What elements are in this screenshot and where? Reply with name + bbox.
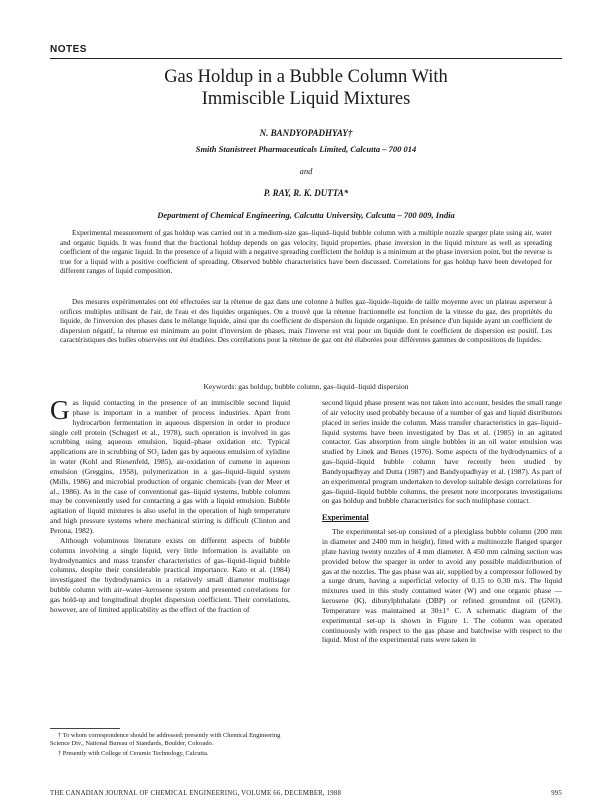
first-author: N. BANDYOPADHYAY† (259, 128, 353, 138)
right-paragraph-1: second liquid phase present was not taken into account, besides the small range of air velocity used probably because of a number of gas and liquid distributors placed in series inside the column. Mass transfer characteristics in gas–liquid–liquid systems have been investigated by Das et al. (1985) in an agitated contactor. Gas absorption from single bubbles in an oil water emulsion was studied by Linek and Benes (1976). Some aspects of the hydrodynamics of a gas–liquid–liquid bubble column have recently been studied by Bandyopadhyay and Dutta (1987) and Bandyopadhyay et al. (1987). As part of an experimental program undertaken to develop suitable design correlations for gas–liquid–liquid bubble columns, the present note incorporates investigations on gas holdup and bubble characteristics for such multiphase contact. (322, 398, 562, 506)
journal-citation: THE CANADIAN JOURNAL OF CHEMICAL ENGINEERING, VOLUME 66, DECEMBER, 1988 (50, 790, 342, 797)
abstract-french-text: Des mesures expérimentales ont été effectuées sur la rétenue de gaz dans une colonne à bulles gaz–liquide–liquide de taille moyenne avec un plateau asperseur à orifices multiples utilisant de l'air, de l'eau et des liquides organiques. On a trouvé que la rétenue fractionnelle est fonction de la vitesse du gaz, des propriétés du liquide, de l'inversion des phases dans le mélange liquide, ainsi que du coefficient de dispersion du liquide organique. En présence d'un liquide ayant un coefficient de dispersion négatif, la rétenue est minimum au point d'inversion de phases, mais l'inverse est vrai pour un liquide dont le coefficient de dispersion est positif. Les caractéristiques des bulles observées ont été étudiées. Des corrélations pour la rétenue de gaz ont été élaborées pour différentes gammes de compositions de liquides. (60, 297, 552, 345)
abstract-french (60, 297, 552, 345)
footnotes (50, 732, 290, 761)
abstract-english (60, 228, 552, 276)
left-paragraph-2: Although voluminous literature exists on different aspects of bubble columns involving a single liquid, very little information is available on hydrodynamics and mass transfer characteristics of gas–liquid–liquid bubble columns, despite their considerable practical importance. Kato et al. (1984) investigated the hydrodynamics in a relatively small diameter multistage bubble column with air–water–kerosene system and presented correlations for gas hold-up and longitudinal droplet dispersion coefficient. Their correlations, however, are of limited applicability as the effect of the fraction of (50, 535, 290, 614)
right-paragraph-2: The experimental set-up consisted of a plexiglass bubble column (200 mm in diameter and 2400 mm in height), fitted with a multinozzle flanged sparger plate having twenty nozzles of 4 mm diameter. A 450 mm calming section was provided below the sparger in order to avoid any possible maldistribution of gas at the nozzles. The gas phase was air, supplied by a compressor followed by a surge drum, having a superficial velocity of 0.15 to 0.30 m/s. The liquid mixtures used in this study contained water (W) and one organic phase — kerosene (K), dibutylphthalate (DBP) or refined groundnut oil (GNO). Temperature was maintained at 30±1° C. A schematic diagram of the experimental set-up is shown in Figure 1. The column was operated continuously with respect to the gas phase and batchwise with respect to the liquid. Most of the experimental runs were taken in (322, 527, 562, 645)
abstract-english-text: Experimental measurement of gas holdup was carried out in a medium-size gas–liquid–liquid bubble column with a multiple nozzle sparger plate using air, water and organic liquids. It was found that the fractional holdup depends on gas velocity, liquid properties, phase inversion in the liquid mixture as well as spreading coefficient of the organic liquid. In the presence of a liquid with a negative spreading coefficient the holdup is a minimum at the phase inversion point, but the reverse is true for a liquid with a positive coefficient of spreading. Observed bubble characteristics have been discussed. Correlations for gas holdup have been developed for different ranges of liquid composition. (60, 228, 552, 276)
author-conjunction: and (299, 166, 313, 176)
second-authors: P. RAY, R. K. DUTTA* (263, 188, 349, 198)
second-affiliation: Department of Chemical Engineering, Calcutta University, Calcutta – 700 009, India (157, 210, 455, 220)
paper-title (50, 66, 562, 110)
footnote-1: † To whom correspondence should be addressed; presently with Chemical Engineering Science Div., National Bureau of Standards, Boulder, Colorado. (50, 732, 281, 748)
keywords: Keywords: gas holdup, bubble column, gas–liquid–liquid dispersion (203, 382, 409, 391)
footnote-rule (50, 728, 120, 729)
first-affiliation: Smith Stanistreet Pharmaceuticals Limited, Calcutta – 700 014 (195, 144, 417, 154)
drop-cap: G (50, 395, 70, 425)
title-line-1: Gas Holdup in a Bubble Column With (164, 67, 448, 87)
page-number: 995 (551, 790, 562, 797)
footnote-2: † Presently with College of Ceramic Technology, Calcutta. (58, 750, 209, 758)
section-heading-experimental: Experimental (322, 513, 369, 523)
left-paragraph-1-text: as liquid contacting in the presence of an immiscible second liquid phase is important in a number of process industries. Apart from hydrocarbon fermentation in aqueous dispersion in order to produce single cell protein (Schugerl et al., 1978), such operation is involved in gas scrubbing using aqueous emulsion, liquid–phase oxidation etc. Typical applications are in scrubbing of SO₂ laden gas by aqueous emulsion of xylidine in water (Kohl and Riesenfeld, 1985), air-oxidation of cumene in aqueous emulsion (Greggins, 1958), polymerization in a gas–liquid–liquid system (Mills, 1986) and microbial production of organic chemicals (van der Meer et al., 1986). As in the case of conventional gas–liquid systems, bubble columns may be conveniently used for contacting a gas with a liquid emulsion. Bubble agitation of liquid mixtures is also useful in the operation of high temperature and high pressure systems where mechanical stirring is difficult (Clinton and Perona, 1982). (50, 398, 290, 535)
section-label: NOTES (50, 44, 87, 55)
header-rule (50, 58, 562, 59)
right-column (322, 398, 562, 645)
page-footer (50, 790, 562, 797)
title-line-2: Immiscible Liquid Mixtures (201, 89, 411, 109)
left-column (50, 395, 290, 615)
left-paragraph-1 (50, 395, 290, 536)
